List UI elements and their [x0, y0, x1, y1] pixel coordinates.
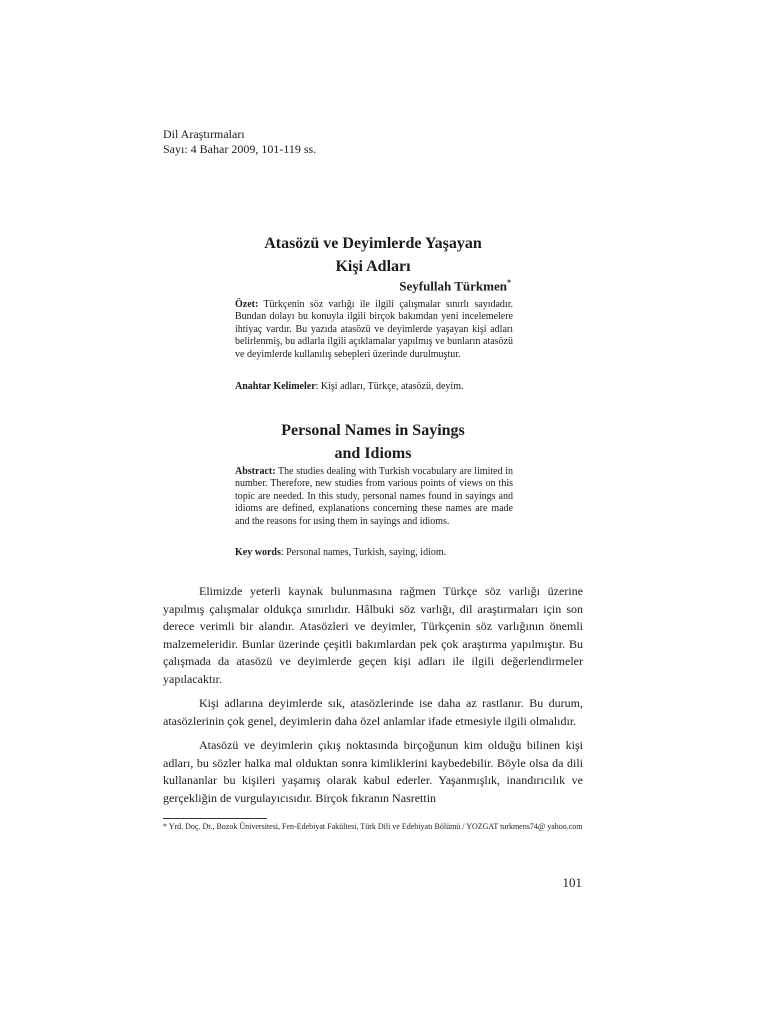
page-number: 101	[562, 875, 582, 890]
body-paragraph-2: Kişi adlarına deyimlerde sık, atasözlerinde ise daha az rastlanır. Bu durum, atasözlerinin çok genel, deyimlerin daha özel anlamlar ifade etmesiyle ilgili olmalıdır.	[163, 696, 583, 728]
author	[399, 278, 511, 294]
ozet-label: Özet:	[235, 299, 259, 310]
article-title-tr	[163, 232, 583, 278]
anahtar-text: : Kişi adları, Türkçe, atasözü, deyim.	[315, 381, 464, 392]
journal-issue: Sayı: 4 Bahar 2009, 101-119 ss.	[163, 142, 317, 156]
keywords-label: Key words	[235, 547, 281, 558]
ozet-block	[235, 299, 513, 361]
abstract-text: The studies dealing with Turkish vocabulary are limited in number. Therefore, new studies from various points of views on this topic are needed. In this study, personal names found in sayings and idioms are defined, explanations concerning these names are made and the reasons for using them in sayings and idioms.	[235, 466, 513, 527]
title-tr-line1: Atasözü ve Deyimlerde Yaşayan	[264, 235, 482, 252]
ozet-text: Türkçenin söz varlığı ile ilgili çalışmalar sınırlı sayıdadır. Bundan dolayı bu konuyla ilgili birçok bakımdan yeni incelemelere ihtiyaç vardır. Bu yazıda atasözü ve deyimlerde yaşayan kişi adları belirlenmiş, bu adlarla ilgili açıklamalar yapılmış ve bunların atasözü ve deyimlerde kullanılış sebepleri üzerinde durulmuştur.	[235, 299, 513, 360]
title-en-line2: and Idioms	[334, 445, 412, 462]
keywords-text: : Personal names, Turkish, saying, idiom.	[280, 547, 447, 558]
journal-header	[163, 127, 316, 157]
journal-name: Dil Araştırmaları	[163, 127, 245, 141]
title-tr-line2: Kişi Adları	[335, 258, 411, 275]
author-footnote-mark[interactable]: *	[507, 278, 511, 287]
body-paragraph-3: Atasözü ve deyimlerin çıkış noktasında birçoğunun kim olduğu bilinen kişi adları, bu sözler halka mal olduktan sonra kimliklerini kaybedebilir. Böyle olsa da dili kullananlar bu kişileri yaşamış olarak kabul ederler. Yaşanmışlık, inandırıcılık ve gerçekliğin de vurgulayıcısıdır. Birçok fıkranın Nasrettin	[163, 738, 583, 805]
anahtar-label: Anahtar Kelimeler	[235, 381, 316, 392]
body-text	[163, 583, 583, 814]
anahtar-kelimeler-block	[235, 381, 513, 393]
footnote-divider	[163, 818, 267, 819]
article-title-en	[163, 419, 583, 465]
footnote: * Yrd. Doç. Dr., Bozok Üniversitesi, Fen-Edebiyat Fakültesi, Türk Dili ve Edebiyatı Bölümü / YOZGAT turkmens74@ yahoo.com	[163, 822, 583, 831]
body-paragraph-1: Elimizde yeterli kaynak bulunmasına rağmen Türkçe söz varlığı üzerine yapılmış çalışmalar oldukça sınırlıdır. Hâlbuki söz varlığı, dil araştırmaları için son derece verimli bir alandır. Atasözleri ve deyimler, Türkçenin söz varlığının önemli malzemeleridir. Bunlar üzerinde çeşitli bakımlardan pek çok araştırma yapılmıştır. Bu çalışmada da atasözü ve deyimlerde geçen kişi adları ile ilgili değerlendirmeler yapılacaktır.	[163, 584, 583, 686]
abstract-block	[235, 466, 513, 528]
title-en-line1: Personal Names in Sayings	[281, 422, 465, 439]
author-name: Seyfullah Türkmen	[399, 278, 507, 294]
abstract-label: Abstract:	[235, 466, 276, 477]
keywords-block	[235, 547, 513, 559]
